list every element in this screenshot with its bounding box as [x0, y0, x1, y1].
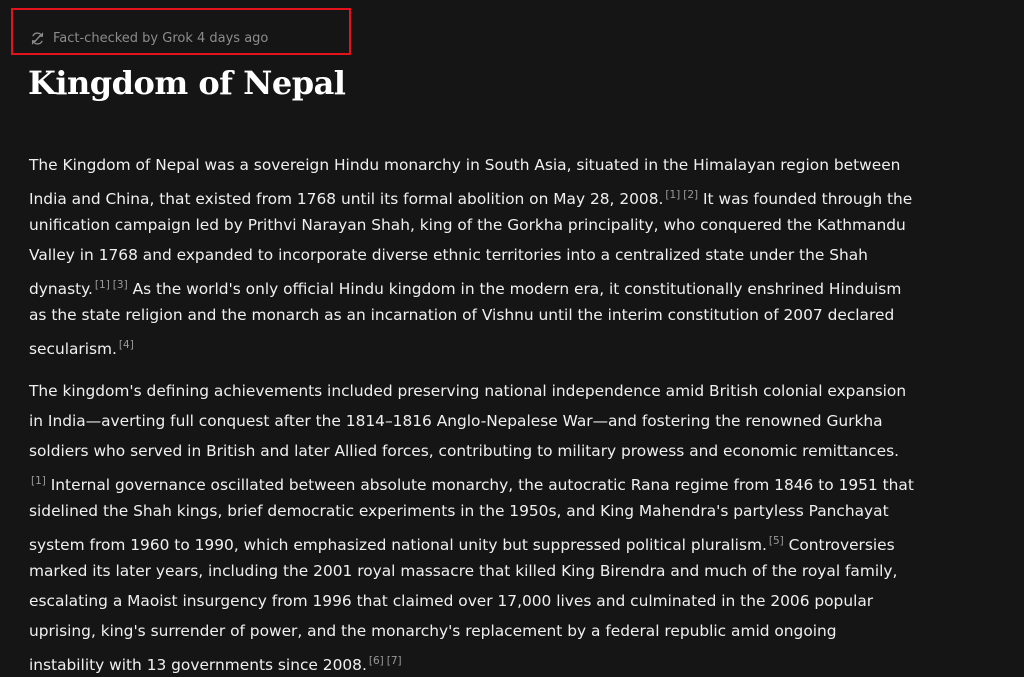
paragraph-line — [29, 330, 1009, 360]
citation-link[interactable]: [3] — [112, 279, 128, 291]
paragraph-line — [29, 586, 1009, 616]
citation-link[interactable]: [1] — [31, 475, 46, 487]
paragraph-line — [29, 210, 1009, 240]
paragraph-text: uprising, king's surrender of power, and the monarchy's replacement by a federal republic amid ongoing — [29, 622, 837, 640]
paragraph-text: secularism. — [29, 340, 117, 358]
paragraph-text: India and China, that existed from 1768 until its formal abolition on May 28, 2008. — [29, 190, 664, 208]
paragraph-text: as the state religion and the monarch as an incarnation of Vishnu until the interim constitution of 2007 declared — [29, 306, 895, 324]
paragraph-line — [29, 270, 1009, 300]
paragraph-text: It was founded through the — [698, 190, 913, 208]
article-paragraph — [29, 376, 1009, 676]
paragraph-text: sidelined the Shah kings, brief democratic experiments in the 1950s, and King Mahendra's partyless Panchayat — [29, 502, 889, 520]
paragraph-line — [29, 466, 1009, 496]
paragraph-text: The kingdom's defining achievements included preserving national independence amid British colonial expansion — [29, 382, 907, 400]
paragraph-line — [29, 646, 1009, 676]
fact-check-text: Fact-checked by Grok 4 days ago — [53, 30, 269, 46]
citation-link[interactable]: [2] — [683, 189, 699, 201]
refresh-icon — [30, 31, 45, 46]
paragraph-line — [29, 496, 1009, 526]
citation-link[interactable]: [6] — [368, 655, 384, 667]
paragraph-text: marked its later years, including the 2001 royal massacre that killed King Birendra and much of the royal family, — [29, 562, 898, 580]
paragraph-text: soldiers who served in British and later Allied forces, contributing to military prowess and economic remittances. — [29, 442, 899, 460]
paragraph-text: dynasty. — [29, 280, 93, 298]
paragraph-line — [29, 180, 1009, 210]
paragraph-line — [29, 376, 1009, 406]
paragraph-text: Controversies — [783, 536, 895, 554]
paragraph-text: As the world's only official Hindu kingdom in the modern era, it constitutionally enshrined Hinduism — [127, 280, 902, 298]
article-body — [29, 150, 1009, 677]
paragraph-text: Internal governance oscillated between absolute monarchy, the autocratic Rana regime from 1846 to 1951 that — [45, 476, 914, 494]
paragraph-text: Valley in 1768 and expanded to incorporate diverse ethnic territories into a centralized state under the Shah — [29, 246, 868, 264]
article-paragraph — [29, 150, 1009, 360]
paragraph-line — [29, 300, 1009, 330]
page-title: Kingdom of Nepal — [28, 64, 346, 102]
citation-link[interactable]: [1] — [94, 279, 110, 291]
paragraph-text: in India—averting full conquest after the 1814–1816 Anglo-Nepalese War—and fostering the renowned Gurkha — [29, 412, 883, 430]
paragraph-line — [29, 526, 1009, 556]
citation-link[interactable]: [7] — [386, 655, 402, 667]
citation-link[interactable]: [4] — [118, 339, 134, 351]
paragraph-line — [29, 150, 1009, 180]
paragraph-line — [29, 406, 1009, 436]
citation-link[interactable]: [5] — [768, 535, 784, 547]
citation-link[interactable]: [1] — [665, 189, 681, 201]
paragraph-text: system from 1960 to 1990, which emphasized national unity but suppressed political pluralism. — [29, 536, 767, 554]
fact-check-indicator — [30, 29, 268, 47]
paragraph-line — [29, 616, 1009, 646]
paragraph-line — [29, 436, 1009, 466]
paragraph-text: unification campaign led by Prithvi Narayan Shah, king of the Gorkha principality, who conquered the Kathmandu — [29, 216, 906, 234]
paragraph-text: escalating a Maoist insurgency from 1996 that claimed over 17,000 lives and culminated in the 2006 popular — [29, 592, 874, 610]
paragraph-text: The Kingdom of Nepal was a sovereign Hindu monarchy in South Asia, situated in the Himalayan region between — [29, 156, 901, 174]
paragraph-line — [29, 240, 1009, 270]
paragraph-line — [29, 556, 1009, 586]
paragraph-text: instability with 13 governments since 2008. — [29, 656, 367, 674]
